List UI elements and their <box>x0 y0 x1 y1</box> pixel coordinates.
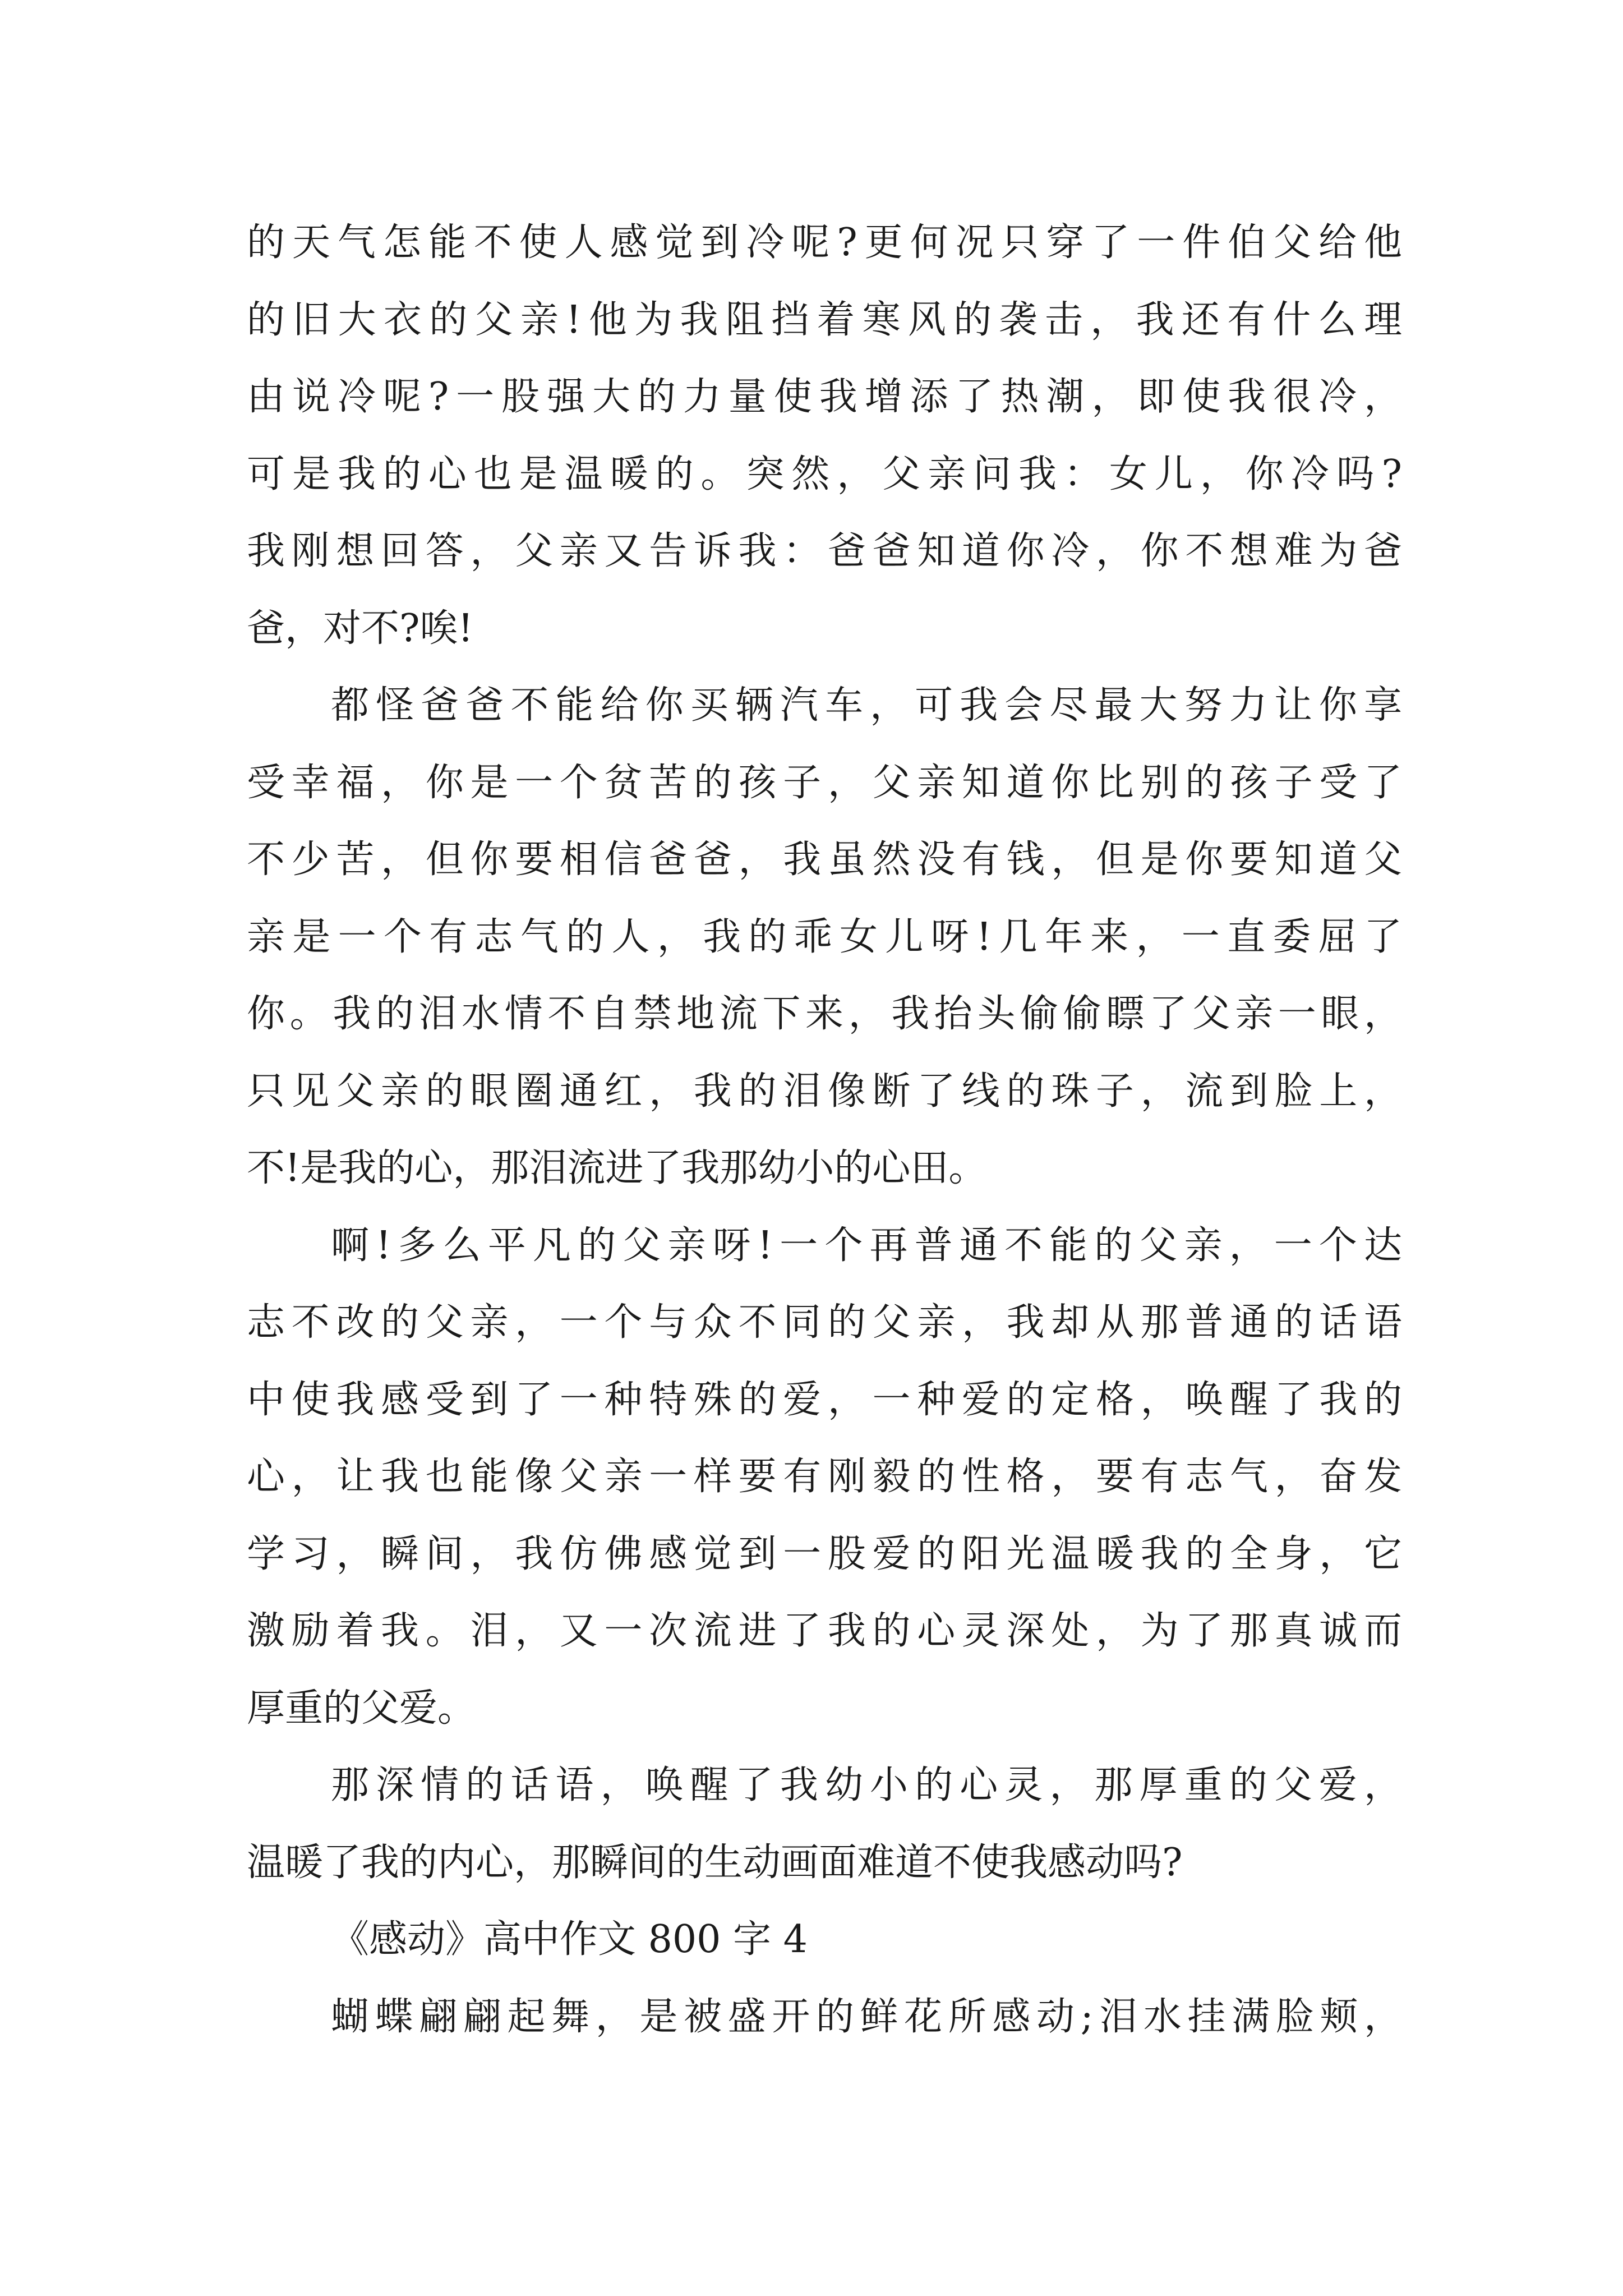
text-line-4: 可是我的心也是温暖的。突然，父亲问我：女儿，你冷吗? <box>247 452 1402 496</box>
text-line-2: 的旧大衣的父亲!他为我阻挡着寒风的袭击，我还有什么理 <box>247 297 1402 342</box>
text-line-10: 亲是一个有志气的人，我的乖女儿呀!几年来，一直委屈了 <box>247 914 1402 959</box>
text-line-3: 由说冷呢?一股强大的力量使我增添了热潮，即使我很冷， <box>247 375 1402 419</box>
text-line-22: 温暖了我的内心，那瞬间的生动画面难道不使我感动吗? <box>247 1840 1183 1885</box>
text-line-21: 那深情的话语，唤醒了我幼小的心灵，那厚重的父爱， <box>331 1763 1402 1807</box>
text-line-17: 心，让我也能像父亲一样要有刚毅的性格，要有志气，奋发 <box>247 1455 1402 1499</box>
text-line-13: 不!是我的心，那泪流进了我那幼小的心田。 <box>247 1146 987 1190</box>
text-line-11: 你。我的泪水情不自禁地流下来，我抬头偷偷瞟了父亲一眼， <box>247 992 1402 1036</box>
text-line-14: 啊!多么平凡的父亲呀!一个再普通不能的父亲，一个达 <box>331 1223 1402 1268</box>
text-line-9: 不少苦，但你要相信爸爸，我虽然没有钱，但是你要知道父 <box>247 838 1402 882</box>
text-line-8: 受幸福，你是一个贫苦的孩子，父亲知道你比别的孩子受了 <box>247 760 1402 805</box>
text-line-5: 我刚想回答，父亲又告诉我：爸爸知道你冷，你不想难为爸 <box>247 529 1402 573</box>
text-line-1: 的天气怎能不使人感觉到冷呢?更何况只穿了一件伯父给他 <box>247 220 1402 265</box>
text-line-7: 都怪爸爸不能给你买辆汽车，可我会尽最大努力让你享 <box>331 683 1402 728</box>
section-heading: 《感动》高中作文 800 字 4 <box>331 1917 808 1962</box>
text-line-6: 爸，对不?唉! <box>247 606 473 651</box>
text-line-19: 激励着我。泪，又一次流进了我的心灵深处，为了那真诚而 <box>247 1609 1402 1653</box>
text-line-24: 蝴蝶翩翩起舞，是被盛开的鲜花所感动;泪水挂满脸颊， <box>331 1994 1402 2039</box>
text-line-20: 厚重的父爱。 <box>247 1686 476 1731</box>
text-line-15: 志不改的父亲，一个与众不同的父亲，我却从那普通的话语 <box>247 1300 1402 1345</box>
text-line-12: 只见父亲的眼圈通红，我的泪像断了线的珠子，流到脸上， <box>247 1069 1402 1114</box>
text-line-16: 中使我感受到了一种特殊的爱，一种爱的定格，唤醒了我的 <box>247 1377 1402 1422</box>
essay-body <box>247 204 1402 2055</box>
text-line-18: 学习，瞬间，我仿佛感觉到一股爱的阳光温暖我的全身，它 <box>247 1531 1402 1576</box>
